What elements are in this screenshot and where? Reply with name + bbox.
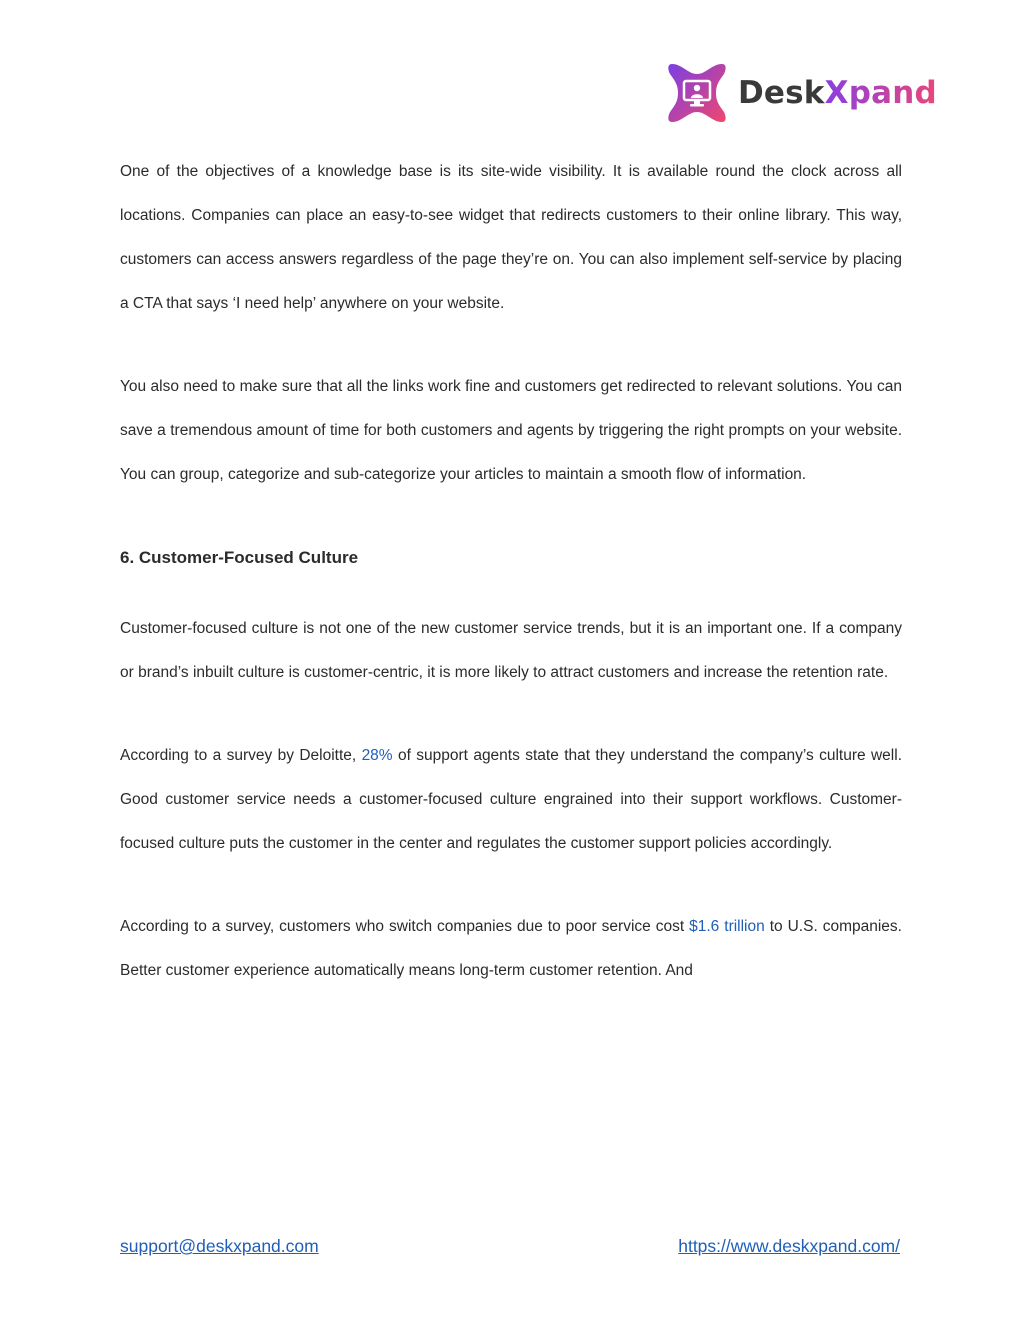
brand-logo: [664, 60, 937, 126]
website-link[interactable]: https://www.deskxpand.com/: [678, 1236, 900, 1256]
section-heading: 6. Customer-Focused Culture: [120, 548, 359, 567]
paragraph-culture: Customer-focused culture is not one of the new customer service trends, but it is an important one. If a company or brand’s inbuilt culture is customer-centric, it is more likely to attract customers and increase the retention rate.: [120, 620, 902, 681]
paragraph-links: You also need to make sure that all the links work fine and customers get redirected to relevant solutions. You can save a tremendous amount of time for both customers and agents by triggering the right prompts on your website. You can group, categorize and sub-categorize your articles to maintain a smooth flow of information.: [120, 378, 902, 483]
paragraph-deloitte-text-before: According to a survey by Deloitte,: [120, 747, 362, 764]
paragraph-knowledge-base: One of the objectives of a knowledge base is its site-wide visibility. It is available round the clock across all locations. Companies can place an easy-to-see widget that redirects customers to their online library. This way, customers can access answers regardless of the page they’re on. You can also implement self-service by placing a CTA that says ‘I need help’ anywhere on your website.: [120, 163, 902, 312]
paragraph-deloitte: [120, 734, 902, 866]
paragraph-deloitte-text-after: of support agents state that they understand the company’s culture well. Good customer service needs a customer-focused culture engrained into their support workflows. Customer-focused culture puts the customer in the center and regulates the customer support policies accordingly.: [120, 747, 902, 852]
paragraph-survey-text-before: According to a survey, customers who switch companies due to poor service cost: [120, 918, 690, 935]
brand-name-part2: Xpand: [824, 74, 937, 111]
support-email-link[interactable]: support@deskxpand.com: [120, 1236, 319, 1256]
article-body: [120, 150, 902, 993]
page-footer: [120, 1236, 900, 1257]
paragraph-survey-text-after: to U.S. companies. Better customer experience automatically means long-term customer retention. And: [120, 918, 902, 979]
brand-name: [738, 74, 937, 111]
deloitte-stat-link[interactable]: 28%: [361, 747, 393, 764]
monitor-person-icon: [664, 60, 730, 126]
brand-name-part1: Desk: [738, 74, 825, 111]
trillion-stat-link[interactable]: $1.6 trillion: [689, 918, 765, 935]
paragraph-survey: [120, 905, 902, 993]
